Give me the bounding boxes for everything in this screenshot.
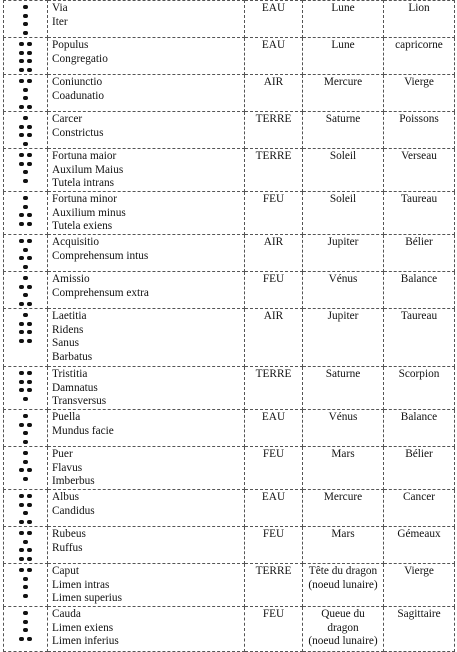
figure-dot [19, 162, 23, 166]
figure-dot [19, 557, 23, 561]
geomantic-figure [14, 5, 38, 37]
figure-name: Tutela intrans [52, 177, 115, 190]
figure-dot [27, 520, 31, 524]
figure-cell [4, 410, 48, 447]
figure-dot [19, 339, 23, 343]
figure-name: Caput [52, 565, 79, 577]
table-row [4, 112, 455, 149]
figure-name: Limen exiens [52, 621, 114, 634]
figure-dot [27, 322, 31, 326]
zodiac-sign-cell: Gémeaux [384, 527, 455, 564]
figure-names-cell [48, 1, 245, 38]
planet-cell [303, 112, 384, 149]
figure-dot [27, 494, 31, 498]
figure-dot [27, 51, 31, 55]
figure-dot [23, 5, 27, 9]
figure-dot [19, 213, 23, 217]
figure-name: Coniunctio [52, 76, 103, 88]
figure-dot [27, 423, 31, 427]
figure-dot [23, 313, 27, 317]
figure-dot [27, 133, 31, 137]
table-row [4, 410, 455, 447]
figure-cell [4, 149, 48, 192]
element-cell: FEU [245, 527, 303, 564]
figure-dot [27, 285, 31, 289]
table-row [4, 447, 455, 490]
figure-name: Candidus [52, 504, 95, 517]
figure-dot [27, 302, 31, 306]
zodiac-sign-cell: Lion [384, 1, 455, 38]
table-row [4, 38, 455, 75]
table-row [4, 527, 455, 564]
planet-cell [303, 490, 384, 527]
figure-dot [23, 205, 27, 209]
zodiac-sign-cell: Bélier [384, 447, 455, 490]
figure-dot [27, 380, 31, 384]
element-cell: TERRE [245, 149, 303, 192]
figure-name: Congregatio [52, 52, 108, 65]
figure-dot [23, 594, 27, 598]
figure-dot [27, 388, 31, 392]
figure-dot [23, 477, 27, 481]
planet-text: Vénus [328, 411, 358, 423]
geomantic-figure [14, 494, 38, 526]
figure-dot [19, 222, 23, 226]
figure-dot [19, 568, 23, 572]
figure-names-cell [48, 192, 245, 235]
figure-name: Carcer [52, 113, 83, 125]
figure-dot [23, 265, 27, 269]
figure-dot [19, 105, 23, 109]
figure-dot [23, 276, 27, 280]
table-row [4, 1, 455, 38]
geomantic-figure [14, 239, 38, 271]
figure-dot [19, 125, 23, 129]
figure-dot [23, 451, 27, 455]
element-cell: AIR [245, 75, 303, 112]
figure-dot [27, 371, 31, 375]
figure-cell [4, 235, 48, 272]
figure-dot [23, 620, 27, 624]
figure-names-cell [48, 607, 245, 652]
zodiac-sign-cell: Vierge [384, 75, 455, 112]
element-cell: FEU [245, 272, 303, 309]
planet-cell [303, 447, 384, 490]
geomantic-figure [14, 371, 38, 403]
planet-text: Lune [331, 39, 355, 51]
zodiac-sign-cell: Cancer [384, 490, 455, 527]
figure-dot [27, 79, 31, 83]
geomantic-figure [14, 276, 38, 308]
figure-name: Imberbus [52, 475, 95, 488]
planet-text: Mars [331, 528, 355, 540]
figure-dot [19, 548, 23, 552]
figure-dot [23, 511, 27, 515]
element-cell: FEU [245, 192, 303, 235]
figure-names-cell [48, 75, 245, 112]
figure-cell [4, 1, 48, 38]
figure-name: Barbatus [52, 350, 93, 363]
figure-cell [4, 309, 48, 367]
geomantic-figure [14, 451, 38, 483]
figure-dot [27, 125, 31, 129]
figure-name: Comprehensum intus [52, 249, 149, 262]
table-row [4, 564, 455, 607]
planet-text: (noeud lunaire) [308, 635, 378, 648]
figure-cell [4, 607, 48, 652]
figure-names-cell [48, 490, 245, 527]
geomantic-figure [14, 79, 38, 111]
figure-name: Constrictus [52, 126, 104, 139]
figure-dot [27, 213, 31, 217]
figure-name: Sanus [52, 337, 79, 350]
figure-dot [27, 222, 31, 226]
figure-dot [19, 637, 23, 641]
figure-dot [19, 468, 23, 472]
figure-dot [27, 637, 31, 641]
figure-dot [27, 531, 31, 535]
element-cell: TERRE [245, 367, 303, 410]
figure-dot [19, 388, 23, 392]
figure-cell [4, 490, 48, 527]
figure-dot [23, 179, 27, 183]
figure-name: Fortuna maior [52, 150, 117, 162]
planet-text: Mars [331, 448, 355, 460]
planet-cell [303, 192, 384, 235]
planet-cell [303, 75, 384, 112]
figure-dot [23, 170, 27, 174]
table-row [4, 235, 455, 272]
zodiac-sign-cell: Vierge [384, 564, 455, 607]
geomantic-figure [14, 313, 38, 345]
figure-dot [23, 460, 27, 464]
table-row [4, 149, 455, 192]
figure-dot [23, 88, 27, 92]
planet-text: Vénus [328, 273, 358, 285]
figure-dot [23, 611, 27, 615]
figure-dot [19, 380, 23, 384]
figure-name: Iter [52, 15, 68, 28]
figure-name: Puella [52, 411, 81, 423]
table-row [4, 75, 455, 112]
figure-names-cell [48, 447, 245, 490]
figure-name: Via [52, 2, 68, 14]
figure-name: Ruffus [52, 541, 83, 554]
element-cell: EAU [245, 1, 303, 38]
figure-name: Laetitia [52, 310, 87, 322]
planet-cell [303, 272, 384, 309]
figure-names-cell [48, 272, 245, 309]
figure-dot [23, 577, 27, 581]
zodiac-sign-cell: Verseau [384, 149, 455, 192]
geomantic-figure [14, 116, 38, 148]
figure-dot [27, 568, 31, 572]
figure-cell [4, 192, 48, 235]
figure-name: Amissio [52, 273, 90, 285]
figure-dot [27, 162, 31, 166]
figure-name: Auxilium minus [52, 206, 126, 219]
figure-name: Limen inferius [52, 635, 119, 648]
planet-cell [303, 38, 384, 75]
planet-text: Mercure [323, 491, 363, 503]
planet-cell [303, 410, 384, 447]
figure-names-cell [48, 309, 245, 367]
figure-dot [23, 431, 27, 435]
geomancy-table [3, 0, 455, 652]
planet-cell [303, 235, 384, 272]
zodiac-sign-cell: Poissons [384, 112, 455, 149]
figure-dot [19, 133, 23, 137]
figure-names-cell [48, 112, 245, 149]
geomantic-figure [14, 531, 38, 563]
planet-cell [303, 367, 384, 410]
table-row [4, 490, 455, 527]
figure-name: Cauda [52, 608, 81, 620]
figure-dot [23, 22, 27, 26]
figure-name: Limen intras [52, 578, 110, 591]
figure-dot [19, 59, 23, 63]
figure-dot [27, 239, 31, 243]
planet-text: Soleil [329, 193, 357, 205]
figure-dot [19, 531, 23, 535]
planet-text: Mercure [323, 76, 363, 88]
element-cell: AIR [245, 309, 303, 367]
figure-cell [4, 75, 48, 112]
geomantic-figure [14, 42, 38, 74]
figure-name: Transversus [52, 395, 107, 408]
figure-name: Ridens [52, 323, 84, 336]
planet-cell [303, 564, 384, 607]
figure-dot [19, 423, 23, 427]
figure-dot [23, 116, 27, 120]
figure-dot [23, 14, 27, 18]
element-cell: TERRE [245, 112, 303, 149]
figure-dot [19, 302, 23, 306]
table-body [4, 1, 455, 652]
planet-text: Queue du [321, 608, 365, 620]
figure-dot [23, 31, 27, 35]
zodiac-sign-cell: Balance [384, 410, 455, 447]
figure-names-cell [48, 527, 245, 564]
figure-dot [23, 414, 27, 418]
figure-name: Populus [52, 39, 89, 51]
figure-name: Acquisitio [52, 236, 100, 248]
figure-name: Rubeus [52, 528, 86, 540]
table-row [4, 192, 455, 235]
figure-dot [23, 585, 27, 589]
planet-text: Saturne [325, 113, 361, 125]
planet-cell [303, 527, 384, 564]
figure-cell [4, 527, 48, 564]
figure-cell [4, 272, 48, 309]
figure-dot [19, 239, 23, 243]
table-row [4, 272, 455, 309]
figure-name: Mundus facie [52, 424, 114, 437]
figure-dot [19, 42, 23, 46]
figure-dot [27, 548, 31, 552]
figure-names-cell [48, 235, 245, 272]
element-cell: AIR [245, 235, 303, 272]
figure-dot [19, 322, 23, 326]
figure-dot [19, 520, 23, 524]
figure-dot [23, 628, 27, 632]
figure-name: Comprehensum extra [52, 286, 149, 299]
planet-text: Tête du dragon [308, 565, 378, 577]
figure-name: Coadunatio [52, 89, 105, 102]
figure-names-cell [48, 149, 245, 192]
figure-cell [4, 564, 48, 607]
geomantic-figure [14, 153, 38, 185]
figure-dot [19, 285, 23, 289]
figure-name: Damnatus [52, 381, 98, 394]
figure-dot [23, 540, 27, 544]
planet-cell [303, 1, 384, 38]
figure-dot [23, 248, 27, 252]
figure-dot [27, 153, 31, 157]
element-cell: EAU [245, 38, 303, 75]
figure-name: Albus [52, 491, 79, 503]
figure-cell [4, 447, 48, 490]
geomantic-figure [14, 196, 38, 228]
planet-text: Saturne [325, 368, 361, 380]
figure-cell [4, 367, 48, 410]
table-row [4, 309, 455, 367]
figure-dot [23, 142, 27, 146]
figure-dot [27, 68, 31, 72]
figure-dot [23, 96, 27, 100]
figure-names-cell [48, 367, 245, 410]
zodiac-sign-cell: Bélier [384, 235, 455, 272]
element-cell: FEU [245, 447, 303, 490]
zodiac-sign-cell: capricorne [384, 38, 455, 75]
figure-name: Limen superius [52, 592, 122, 605]
figure-dot [23, 293, 27, 297]
figure-dot [19, 79, 23, 83]
figure-dot [19, 503, 23, 507]
figure-names-cell [48, 564, 245, 607]
figure-names-cell [48, 38, 245, 75]
table-row [4, 367, 455, 410]
figure-dot [27, 330, 31, 334]
element-cell: FEU [245, 607, 303, 652]
geomantic-figure [14, 568, 38, 600]
table-row [4, 607, 455, 652]
geomantic-figure [14, 414, 38, 446]
planet-text: Soleil [329, 150, 357, 162]
planet-cell [303, 607, 384, 652]
element-cell: EAU [245, 410, 303, 447]
figure-name: Fortuna minor [52, 193, 117, 205]
figure-dot [23, 397, 27, 401]
figure-dot [27, 59, 31, 63]
zodiac-sign-cell: Sagittaire [384, 607, 455, 652]
geomantic-figure [14, 611, 38, 643]
zodiac-sign-cell: Balance [384, 272, 455, 309]
figure-dot [19, 494, 23, 498]
planet-cell [303, 309, 384, 367]
figure-dot [27, 256, 31, 260]
figure-names-cell [48, 410, 245, 447]
figure-cell [4, 38, 48, 75]
figure-dot [19, 51, 23, 55]
planet-cell [303, 149, 384, 192]
figure-dot [27, 503, 31, 507]
figure-dot [27, 557, 31, 561]
figure-name: Tristitia [52, 368, 88, 380]
figure-dot [27, 339, 31, 343]
planet-text: Jupiter [327, 310, 359, 322]
planet-text: (noeud lunaire) [308, 578, 378, 591]
zodiac-sign-cell: Taureau [384, 192, 455, 235]
figure-name: Flavus [52, 461, 83, 474]
planet-text: Lune [331, 2, 355, 14]
figure-dot [23, 440, 27, 444]
figure-dot [19, 371, 23, 375]
figure-dot [19, 256, 23, 260]
planet-text: dragon [327, 621, 359, 634]
figure-cell [4, 112, 48, 149]
figure-dot [19, 330, 23, 334]
figure-name: Auxilum Maius [52, 163, 124, 176]
figure-dot [23, 196, 27, 200]
figure-dot [27, 42, 31, 46]
zodiac-sign-cell: Taureau [384, 309, 455, 367]
figure-dot [27, 468, 31, 472]
figure-name: Tutela exiens [52, 220, 113, 233]
figure-dot [27, 105, 31, 109]
zodiac-sign-cell: Scorpion [384, 367, 455, 410]
figure-dot [19, 68, 23, 72]
planet-text: Jupiter [327, 236, 359, 248]
figure-name: Puer [52, 448, 73, 460]
element-cell: EAU [245, 490, 303, 527]
figure-dot [19, 153, 23, 157]
element-cell: TERRE [245, 564, 303, 607]
